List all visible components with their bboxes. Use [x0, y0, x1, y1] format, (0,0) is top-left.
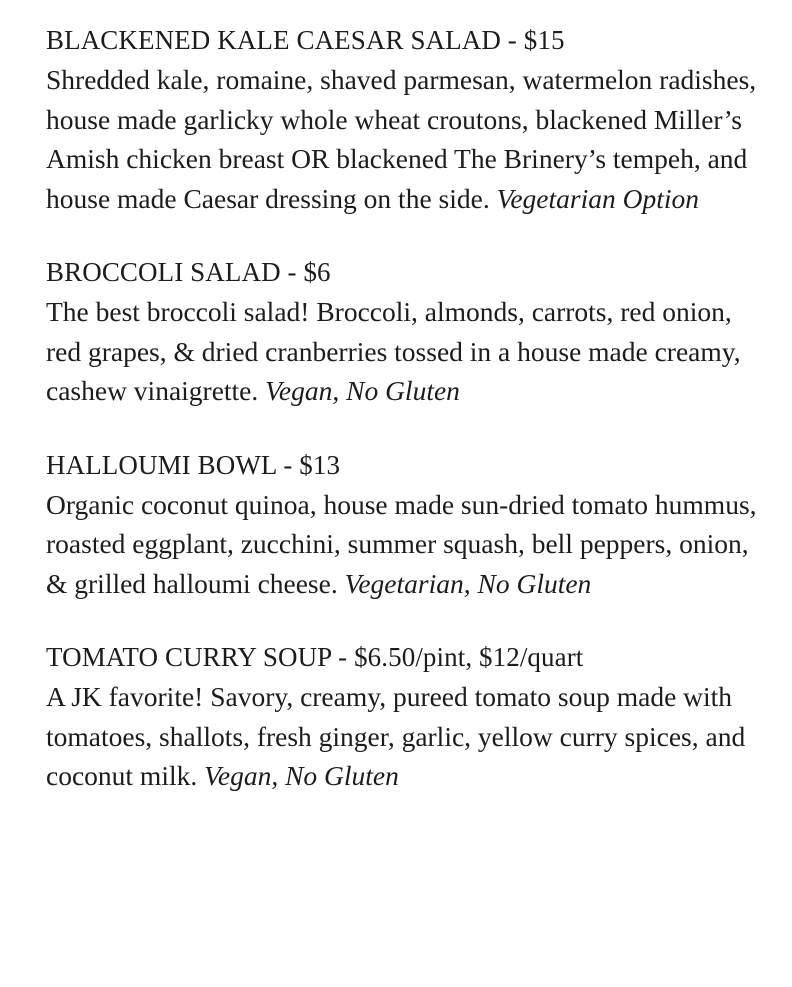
- item-title: BROCCOLI SALAD - $6: [46, 257, 331, 287]
- item-description: [46, 677, 762, 796]
- description-text: A JK favorite! Savory, creamy, pureed tomato soup made with tomatoes, shallots, fresh ginger, garlic, yellow curry spices, and coconut milk.: [46, 681, 746, 791]
- menu-item-kale-caesar-salad: [46, 20, 762, 218]
- menu-item-halloumi-bowl: [46, 445, 762, 604]
- menu-item-tomato-curry-soup: [46, 637, 762, 796]
- item-title: HALLOUMI BOWL - $13: [46, 449, 341, 480]
- item-title: BLACKENED KALE CAESAR SALAD - $15: [46, 25, 565, 55]
- description-text: The best broccoli salad! Broccoli, almonds, carrots, red onion, red grapes, & dried cranberries tossed in a house made creamy, cashew vinaigrette.: [46, 296, 741, 406]
- dietary-tags: Vegetarian Option: [496, 182, 700, 214]
- item-title: TOMATO CURRY SOUP - $6.50/pint, $12/quart: [46, 642, 584, 672]
- item-description: [46, 60, 762, 218]
- description-text: Organic coconut quinoa, house made sun-dried tomato hummus, roasted eggplant, zucchini, summer squash, bell peppers, onion, & grilled halloumi cheese.: [46, 488, 757, 599]
- description-text: Shredded kale, romaine, shaved parmesan, watermelon radishes, house made garlicky whole wheat croutons, blackened Miller’s Amish chicken breast OR blackened The Brinery’s tempeh, and house made Caesar dressing on the side.: [46, 64, 757, 214]
- dietary-tags: Vegan, No Gluten: [204, 760, 399, 791]
- item-description: [46, 485, 762, 604]
- menu-item-broccoli-salad: [46, 252, 762, 411]
- item-description: [46, 292, 762, 411]
- dietary-tags: Vegetarian, No Gluten: [344, 567, 592, 599]
- dietary-tags: Vegan, No Gluten: [265, 375, 460, 406]
